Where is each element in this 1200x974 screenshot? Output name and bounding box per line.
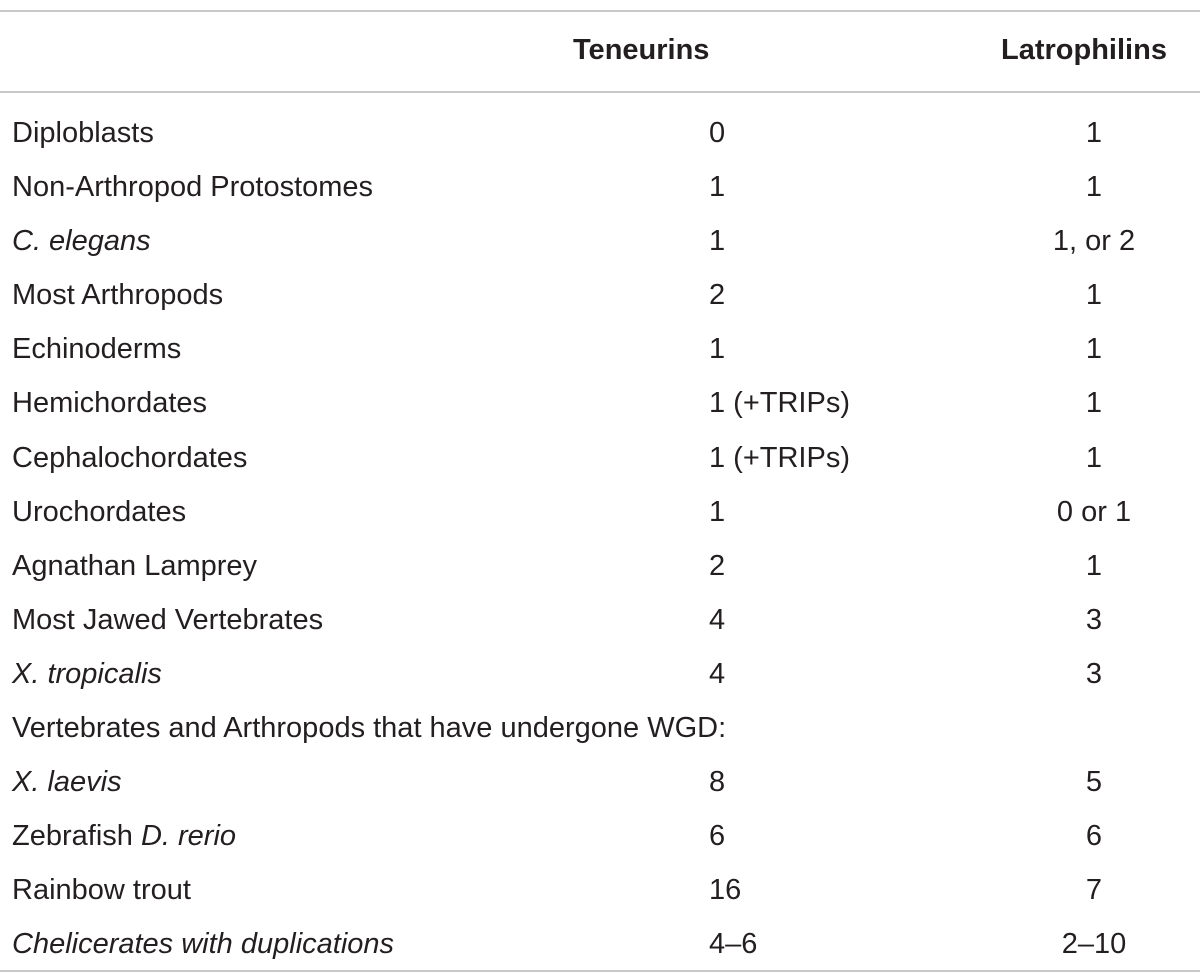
row-label: Echinoderms bbox=[12, 333, 182, 366]
row-label: Non-Arthropod Protostomes bbox=[12, 171, 374, 204]
teneurins-count: 4 bbox=[709, 603, 726, 636]
latrophilins-count: 1 bbox=[1085, 441, 1103, 474]
teneurins-count: 16 bbox=[709, 874, 742, 907]
latrophilins-count: 1 bbox=[1085, 387, 1103, 420]
row-label: Zebrafish D. rerio bbox=[12, 820, 237, 853]
column-header-teneurins: Teneurins bbox=[573, 34, 710, 66]
latrophilins-count: 1 bbox=[1085, 171, 1103, 204]
table-row bbox=[0, 431, 1200, 485]
latrophilins-count: 6 bbox=[1085, 820, 1103, 853]
latrophilins-count: 0 or 1 bbox=[1056, 495, 1132, 528]
teneurins-count: 2 bbox=[709, 279, 726, 312]
latrophilins-count: 1 bbox=[1085, 549, 1103, 582]
section-label-row bbox=[0, 701, 1200, 755]
table-row bbox=[0, 214, 1200, 268]
teneurins-count: 1 bbox=[709, 333, 726, 366]
row-label: C. elegans bbox=[12, 225, 151, 258]
table-row bbox=[0, 917, 1200, 971]
latrophilins-count: 2–10 bbox=[1061, 928, 1127, 961]
teneurins-count: 8 bbox=[709, 766, 726, 799]
table-bottom-rule bbox=[0, 970, 1200, 972]
table-row bbox=[0, 485, 1200, 539]
table-top-rule bbox=[0, 10, 1200, 12]
column-header-latrophilins: Latrophilins bbox=[1001, 34, 1167, 66]
table-row bbox=[0, 106, 1200, 160]
latrophilins-count: 1, or 2 bbox=[1052, 225, 1136, 258]
row-label: Most Arthropods bbox=[12, 279, 224, 312]
table-row bbox=[0, 647, 1200, 701]
section-label: Vertebrates and Arthropods that have undergone WGD: bbox=[12, 712, 727, 745]
latrophilins-count: 1 bbox=[1085, 333, 1103, 366]
table-row bbox=[0, 376, 1200, 430]
latrophilins-count: 3 bbox=[1085, 657, 1103, 690]
teneurins-count: 1 bbox=[709, 171, 726, 204]
teneurins-count: 1 (+TRIPs) bbox=[709, 441, 850, 474]
row-label: Most Jawed Vertebrates bbox=[12, 603, 324, 636]
table-row bbox=[0, 322, 1200, 376]
teneurins-count: 2 bbox=[709, 549, 726, 582]
table-row bbox=[0, 539, 1200, 593]
row-label: Cephalochordates bbox=[12, 441, 248, 474]
table-row bbox=[0, 809, 1200, 863]
row-label: Chelicerates with duplications bbox=[12, 928, 395, 961]
row-label: X. laevis bbox=[12, 766, 122, 799]
row-label: Agnathan Lamprey bbox=[12, 549, 258, 582]
latrophilins-count: 5 bbox=[1085, 766, 1103, 799]
table-row bbox=[0, 268, 1200, 322]
row-label: Diploblasts bbox=[12, 117, 154, 149]
latrophilins-count: 1 bbox=[1085, 279, 1103, 312]
row-label: Urochordates bbox=[12, 495, 187, 528]
teneurins-count: 4–6 bbox=[709, 928, 758, 961]
row-label: Hemichordates bbox=[12, 387, 208, 420]
table-row bbox=[0, 755, 1200, 809]
row-label: Rainbow trout bbox=[12, 874, 191, 907]
table-row bbox=[0, 160, 1200, 214]
table-body bbox=[0, 106, 1200, 972]
teneurins-count: 1 (+TRIPs) bbox=[709, 387, 850, 420]
latrophilins-count: 7 bbox=[1085, 874, 1103, 907]
header-rule bbox=[0, 91, 1200, 93]
teneurins-count: 4 bbox=[709, 657, 726, 690]
row-label: X. tropicalis bbox=[12, 657, 162, 690]
latrophilins-count: 3 bbox=[1085, 603, 1103, 636]
teneurins-count: 1 bbox=[709, 495, 726, 528]
teneurins-count: 1 bbox=[709, 225, 726, 258]
teneurins-count: 6 bbox=[709, 820, 726, 853]
table-row bbox=[0, 863, 1200, 917]
teneurins-count: 0 bbox=[709, 117, 726, 149]
table-row bbox=[0, 593, 1200, 647]
latrophilins-count: 1 bbox=[1085, 117, 1103, 149]
